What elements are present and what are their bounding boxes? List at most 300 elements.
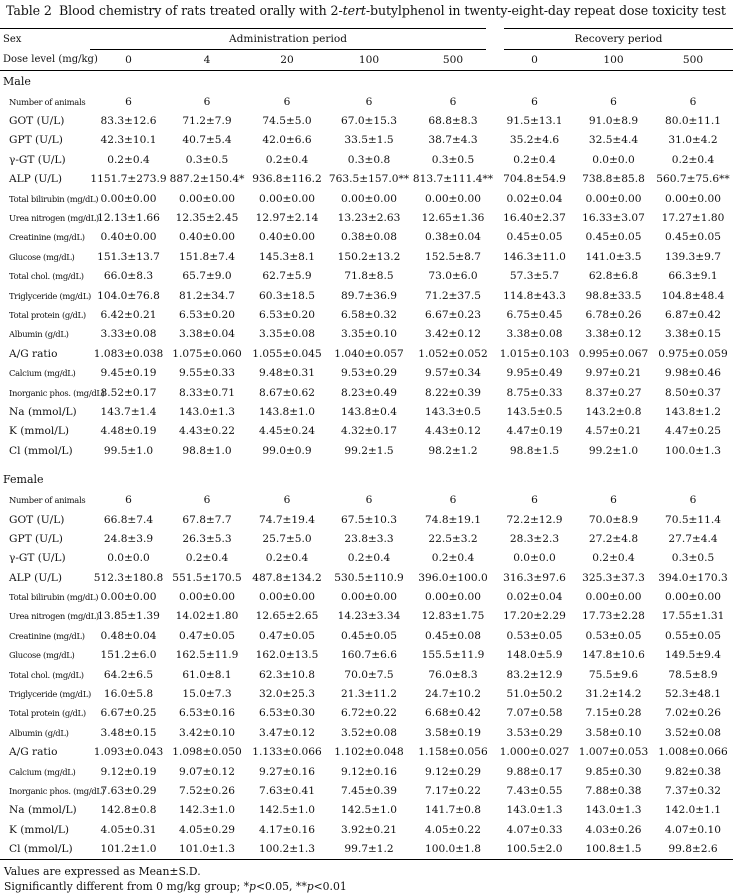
table-cell: 0.47±0.05	[258, 629, 316, 642]
table-cell: 9.12±0.16	[340, 765, 398, 778]
table-cell: 9.55±0.33	[178, 367, 236, 380]
table-cell: 3.58±0.10	[585, 726, 642, 739]
table-row	[0, 587, 733, 606]
table-row	[0, 801, 733, 820]
table-cell: 99.7±1.2	[327, 839, 411, 859]
table-cell: 0.3±0.5	[431, 153, 475, 166]
table-cell: 763.5±157.0**	[328, 173, 410, 186]
table-cell: 15.0±7.3	[182, 688, 232, 701]
table-cell: 7.52±0.26	[178, 784, 236, 797]
table-cell: 66.3±9.1	[668, 270, 718, 283]
row-label: Glucose (mg/dL)	[9, 251, 75, 262]
table-row	[0, 839, 733, 859]
table-row	[0, 684, 733, 703]
table-cell: 1.083±0.038	[93, 347, 164, 360]
table-cell: 70.0±8.9	[588, 513, 639, 526]
table-cell: 7.17±0.22	[424, 784, 482, 797]
table-cell: 6.67±0.25	[100, 707, 157, 720]
table-cell: 7.45±0.39	[340, 784, 398, 797]
table-row	[0, 549, 733, 568]
table-cell: 12.35±2.45	[175, 212, 239, 225]
table-cell: 4.43±0.12	[424, 425, 482, 438]
row-label: Total chol. (mg/dL)	[9, 271, 84, 282]
row-label: ALP (U/L)	[9, 571, 62, 584]
table-cell: 141.7±0.8	[424, 804, 482, 817]
table-cell: 147.8±10.6	[582, 649, 645, 662]
table-cell: 65.7±9.0	[182, 270, 232, 283]
table-cell: 0.40±0.00	[258, 231, 316, 244]
row-label: Urea nitrogen (mg/dL)	[9, 611, 99, 622]
table-cell: 14.02±1.80	[175, 610, 239, 623]
table-cell: 57.3±5.7	[509, 270, 560, 283]
table-notes	[4, 864, 347, 894]
table-cell: 4.45±0.24	[258, 425, 316, 438]
table-cell: 6.53±0.20	[258, 308, 316, 321]
table-cell: 0.00±0.00	[100, 591, 157, 604]
table-cell: 27.7±4.4	[668, 532, 718, 545]
table-cell: 9.48±0.31	[258, 367, 316, 380]
table-cell: 150.2±13.2	[337, 250, 401, 263]
table-cell: 8.75±0.33	[506, 386, 563, 399]
table-cell: 74.5±5.0	[262, 115, 312, 128]
administration-period-header: Administration period	[90, 29, 495, 50]
table-cell: 7.37±0.32	[664, 784, 722, 797]
row-label: Total bilirubin (mg/dL)	[9, 592, 99, 603]
table-cell: 0.00±0.00	[100, 192, 157, 205]
table-cell: 38.7±4.3	[428, 134, 478, 147]
table-cell: 75.5±9.6	[588, 668, 639, 681]
table-cell: 162.5±11.9	[175, 649, 239, 662]
table-cell: 3.38±0.08	[506, 328, 563, 341]
table-cell: 52.3±48.1	[664, 688, 722, 701]
table-cell: 1.158±0.056	[418, 746, 488, 759]
table-cell: 0.53±0.05	[585, 629, 642, 642]
table-cell: 0.40±0.00	[178, 231, 236, 244]
table-cell: 61.0±8.1	[182, 668, 232, 681]
table-cell: 1.055±0.045	[252, 347, 322, 360]
table-cell: 12.97±2.14	[255, 212, 319, 225]
table-cell: 104.8±48.4	[661, 289, 725, 302]
table-cell: 32.0±25.3	[258, 688, 316, 701]
table-cell: 83.3±12.6	[100, 115, 157, 128]
table-cell: 9.12±0.29	[424, 765, 482, 778]
table-row	[0, 626, 733, 645]
table-cell: 101.0±1.3	[167, 839, 247, 859]
section-gap	[0, 460, 733, 469]
table-cell: 3.48±0.15	[100, 726, 157, 739]
table-cell: 6.53±0.30	[258, 707, 316, 720]
table-cell: 152.5±8.7	[424, 250, 482, 263]
table-row	[0, 568, 733, 587]
table-cell: 0.38±0.08	[340, 231, 398, 244]
table-cell: 6.87±0.42	[664, 308, 722, 321]
table-cell: 14.23±3.34	[337, 610, 401, 623]
table-title	[6, 3, 731, 18]
table-cell: 9.07±0.12	[178, 765, 236, 778]
table-cell: 8.33±0.71	[178, 386, 236, 399]
table-cell: 6.42±0.21	[100, 308, 157, 321]
table-cell: 3.47±0.12	[258, 726, 316, 739]
table-cell: 0.00±0.00	[424, 192, 482, 205]
table-cell: 8.50±0.37	[664, 386, 722, 399]
table-cell: 738.8±85.8	[582, 173, 645, 186]
table-cell: 1.015±0.103	[499, 347, 570, 360]
recovery-period-header: Recovery period	[495, 29, 733, 50]
table-cell: 17.73±2.28	[582, 610, 645, 623]
table-cell: 7.63±0.41	[258, 784, 316, 797]
row-label: Calcium (mg/dL)	[9, 766, 76, 777]
table-cell: 91.5±13.1	[506, 115, 563, 128]
table-cell: 100.0±1.3	[664, 444, 722, 457]
female-section-row	[0, 469, 733, 490]
table-row	[0, 820, 733, 839]
table-cell: 60.3±18.5	[258, 289, 316, 302]
table-cell: 145.3±8.1	[258, 250, 316, 263]
header-row-dose	[0, 50, 733, 71]
table-cell: 6	[365, 494, 373, 507]
table-cell: 17.55±1.31	[661, 610, 725, 623]
table-cell: 71.2±7.9	[182, 115, 232, 128]
table-cell: 31.2±14.2	[585, 688, 642, 701]
table-row	[0, 325, 733, 344]
table-cell: 0.00±0.00	[340, 591, 398, 604]
table-cell: 0.45±0.05	[340, 629, 398, 642]
table-cell: 3.35±0.10	[340, 328, 398, 341]
table-cell: 1.133±0.066	[252, 746, 322, 759]
table-cell: 70.0±7.5	[344, 668, 394, 681]
table-number: Table 2	[6, 3, 52, 18]
table-cell: 325.3±37.3	[582, 571, 645, 584]
table-cell: 7.88±0.38	[585, 784, 642, 797]
dose-header-recovery: 100	[574, 50, 653, 71]
table-cell: 162.0±13.5	[255, 649, 319, 662]
table-cell: 9.88±0.17	[506, 765, 563, 778]
table-cell: 62.3±10.8	[258, 668, 316, 681]
table-cell: 16.40±2.37	[503, 212, 566, 225]
row-label: Creatinine (mg/dL)	[9, 232, 85, 243]
table-cell: 6.75±0.45	[506, 308, 563, 321]
table-cell: 3.53±0.29	[506, 726, 563, 739]
table-cell: 42.0±6.6	[262, 134, 312, 147]
table-row	[0, 529, 733, 548]
table-cell: 143.7±1.4	[100, 405, 157, 418]
table-cell: 100.2±1.3	[247, 839, 327, 859]
table-cell: 3.35±0.08	[258, 328, 316, 341]
table-cell: 6.72±0.22	[340, 707, 398, 720]
table-cell: 7.07±0.58	[506, 707, 563, 720]
table-cell: 4.05±0.31	[100, 823, 157, 836]
table-cell: 9.45±0.19	[100, 367, 157, 380]
table-cell: 7.63±0.29	[100, 784, 157, 797]
table-cell: 3.52±0.08	[340, 726, 398, 739]
table-row	[0, 344, 733, 363]
table-cell: 0.2±0.4	[592, 552, 635, 565]
table-cell: 67.5±10.3	[340, 513, 398, 526]
table-cell: 8.37±0.27	[585, 386, 642, 399]
table-row	[0, 422, 733, 441]
table-cell: 42.3±10.1	[100, 134, 157, 147]
table-cell: 70.5±11.4	[664, 513, 722, 526]
female-section-label: Female	[3, 473, 44, 487]
table-cell: 142.5±1.0	[258, 804, 316, 817]
table-row	[0, 383, 733, 402]
table-cell: 6	[203, 494, 211, 507]
row-label: Total protein (g/dL)	[9, 309, 86, 320]
table-cell: 0.45±0.05	[585, 231, 642, 244]
table-cell: 6	[610, 95, 617, 108]
row-label: Total protein (g/dL)	[9, 708, 86, 719]
table-cell: 6.53±0.16	[178, 707, 236, 720]
table-cell: 1.040±0.057	[334, 347, 404, 360]
row-label: Triglyceride (mg/dL)	[9, 290, 91, 301]
table-cell: 0.00±0.00	[424, 591, 482, 604]
table-cell: 512.3±180.8	[93, 571, 164, 584]
table-cell: 0.00±0.00	[178, 591, 236, 604]
table-cell: 64.2±6.5	[103, 668, 154, 681]
table-cell: 114.8±43.3	[503, 289, 566, 302]
dose-header-admin: 20	[247, 50, 327, 71]
table-cell: 22.5±3.2	[428, 532, 478, 545]
table-row	[0, 490, 733, 509]
table-cell: 73.0±6.0	[428, 270, 478, 283]
table-cell: 146.3±11.0	[503, 250, 566, 263]
table-cell: 16.0±5.8	[103, 688, 154, 701]
table-cell: 1.007±0.053	[578, 746, 649, 759]
table-cell: 0.40±0.00	[100, 231, 157, 244]
table-row	[0, 510, 733, 529]
table-cell: 151.3±13.7	[97, 250, 160, 263]
row-label: A/G ratio	[9, 746, 58, 759]
table-cell: 4.07±0.33	[506, 823, 563, 836]
table-row	[0, 441, 733, 460]
table-cell: 530.5±110.9	[334, 571, 404, 584]
table-cell: 6.67±0.23	[424, 308, 482, 321]
table-cell: 1.098±0.050	[172, 746, 242, 759]
table-row	[0, 704, 733, 723]
table-cell: 6.78±0.26	[585, 308, 642, 321]
table-cell: 6	[283, 494, 291, 507]
table-cell: 139.3±9.7	[664, 250, 722, 263]
table-cell: 40.7±5.4	[182, 134, 232, 147]
table-cell: 0.2±0.4	[265, 552, 309, 565]
table-cell: 142.8±0.8	[100, 804, 157, 817]
table-cell: 4.47±0.25	[664, 425, 722, 438]
table-cell: 101.2±1.0	[90, 839, 167, 859]
table-cell: 9.53±0.29	[340, 367, 398, 380]
row-label: Glucose (mg/dL)	[9, 650, 75, 661]
row-label: Total chol. (mg/dL)	[9, 669, 84, 680]
table-cell: 1.075±0.060	[172, 347, 242, 360]
table-cell: 6	[365, 95, 373, 108]
table-row	[0, 286, 733, 305]
table-cell: 148.0±5.9	[506, 649, 563, 662]
dose-header-recovery: 500	[653, 50, 733, 71]
table-cell: 0.3±0.5	[671, 552, 715, 565]
table-cell: 98.8±33.5	[585, 289, 642, 302]
row-label: A/G ratio	[9, 347, 58, 360]
sex-header: Sex	[0, 29, 90, 50]
table-cell: 151.2±6.0	[100, 649, 157, 662]
table-cell: 0.2±0.4	[513, 153, 556, 166]
table-cell: 12.65±1.36	[421, 212, 485, 225]
table-cell: 141.0±3.5	[585, 250, 642, 263]
table-cell: 143.0±1.3	[178, 405, 236, 418]
dose-header-admin: 4	[167, 50, 247, 71]
table-cell: 0.2±0.4	[431, 552, 475, 565]
table-cell: 4.05±0.22	[424, 823, 482, 836]
row-label: GOT (U/L)	[9, 115, 65, 128]
table-row	[0, 781, 733, 800]
table-cell: 6	[283, 95, 291, 108]
row-label: Inorganic phos. (mg/dL)	[9, 785, 105, 796]
table-cell: 6	[203, 95, 211, 108]
table-row	[0, 189, 733, 208]
table-cell: 1.102±0.048	[334, 746, 404, 759]
table-cell: 0.2±0.4	[265, 153, 309, 166]
table-cell: 151.8±7.4	[178, 250, 236, 263]
table-cell: 9.57±0.34	[424, 367, 482, 380]
table-cell: 6	[125, 494, 132, 507]
table-cell: 12.65±2.65	[255, 610, 319, 623]
table-cell: 32.5±4.4	[588, 134, 639, 147]
table-cell: 67.8±7.7	[182, 513, 232, 526]
table-cell: 8.22±0.39	[424, 386, 482, 399]
table-cell: 3.38±0.12	[585, 328, 642, 341]
table-cell: 67.0±15.3	[340, 115, 398, 128]
table-row	[0, 208, 733, 227]
table-cell: 6	[610, 494, 617, 507]
table-cell: 12.83±1.75	[421, 610, 485, 623]
table-cell: 4.47±0.19	[506, 425, 563, 438]
table-row	[0, 228, 733, 247]
row-label: GPT (U/L)	[9, 532, 63, 545]
table-cell: 160.7±6.6	[340, 649, 398, 662]
table-cell: 74.7±19.4	[258, 513, 316, 526]
male-section-label: Male	[3, 75, 31, 88]
table-cell: 4.07±0.10	[664, 823, 722, 836]
table-cell: 3.58±0.19	[424, 726, 482, 739]
row-label: ALP (U/L)	[9, 173, 62, 186]
table-cell: 6	[689, 95, 697, 108]
table-cell: 3.38±0.15	[664, 328, 722, 341]
table-cell: 4.17±0.16	[258, 823, 316, 836]
table-cell: 0.00±0.00	[340, 192, 398, 205]
table-cell: 7.43±0.55	[506, 784, 563, 797]
header-row-period	[0, 29, 733, 50]
table-cell: 31.0±4.2	[668, 134, 718, 147]
table-cell: 6	[449, 95, 457, 108]
row-label: GOT (U/L)	[9, 513, 65, 526]
table-cell: 0.02±0.04	[506, 192, 563, 205]
table-cell: 21.3±11.2	[340, 688, 398, 701]
table-cell: 143.8±0.4	[340, 405, 398, 418]
row-label: Cl (mmol/L)	[9, 444, 73, 457]
table-cell: 3.52±0.08	[664, 726, 722, 739]
table-cell: 6.58±0.32	[340, 308, 398, 321]
table-row	[0, 363, 733, 382]
table-cell: 0.55±0.05	[664, 629, 722, 642]
table-cell: 0.53±0.05	[506, 629, 563, 642]
table-cell: 25.7±5.0	[262, 532, 312, 545]
table-cell: 83.2±12.9	[506, 668, 563, 681]
table-row	[0, 92, 733, 111]
note-significance: Significantly different from 0 mg/kg group; *p<0.05, **p<0.01	[4, 880, 347, 893]
table-cell: 24.8±3.9	[103, 532, 154, 545]
table-cell: 4.05±0.29	[178, 823, 236, 836]
table-cell: 0.02±0.04	[506, 591, 563, 604]
table-cell: 24.7±10.2	[424, 688, 482, 701]
table-row	[0, 267, 733, 286]
row-label: γ-GT (U/L)	[9, 153, 66, 166]
dose-level-header: Dose level (mg/kg)	[0, 50, 90, 71]
row-label: Inorganic phos. (mg/dL)	[9, 387, 105, 398]
table-cell: 99.0±0.9	[262, 444, 312, 457]
table-cell: 0.0±0.0	[513, 552, 556, 565]
table-cell: 0.48±0.04	[100, 629, 157, 642]
table-cell: 3.42±0.10	[178, 726, 236, 739]
table-cell: 316.3±97.6	[503, 571, 566, 584]
table-cell: 71.8±8.5	[344, 270, 394, 283]
dose-header-admin: 500	[411, 50, 495, 71]
table-cell: 8.67±0.62	[258, 386, 316, 399]
row-label: Albumin (g/dL)	[9, 329, 69, 340]
table-cell: 72.2±12.9	[506, 513, 563, 526]
row-label: Na (mmol/L)	[9, 405, 77, 418]
table-cell: 143.5±0.5	[506, 405, 563, 418]
table-cell: 394.0±170.3	[658, 571, 728, 584]
table-cell: 143.8±1.0	[258, 405, 316, 418]
dose-header-admin: 100	[327, 50, 411, 71]
table-cell: 142.5±1.0	[340, 804, 398, 817]
table-cell: 62.8±6.8	[588, 270, 639, 283]
table-cell: 0.45±0.05	[506, 231, 563, 244]
row-label: GPT (U/L)	[9, 134, 63, 147]
table-cell: 62.7±5.9	[262, 270, 312, 283]
table-cell: 1151.7±273.9	[90, 173, 167, 186]
table-cell: 0.47±0.05	[178, 629, 236, 642]
table-cell: 100.8±1.5	[574, 839, 653, 859]
table-row	[0, 247, 733, 266]
row-label: Albumin (g/dL)	[9, 727, 69, 738]
table-cell: 143.0±1.3	[506, 804, 563, 817]
table-cell: 91.0±8.9	[588, 115, 639, 128]
blood-chemistry-table	[0, 28, 733, 860]
note-mean-sd: Values are expressed as Mean±S.D.	[4, 865, 201, 878]
table-row	[0, 762, 733, 781]
table-cell: 936.8±116.2	[252, 173, 322, 186]
table-cell: 0.00±0.00	[585, 192, 642, 205]
table-cell: 3.33±0.08	[100, 328, 157, 341]
table-cell: 142.3±1.0	[178, 804, 236, 817]
table-cell: 9.85±0.30	[585, 765, 642, 778]
title-text-end: -butylphenol in twenty-eight-day repeat dose toxicity test	[365, 3, 726, 18]
table-cell: 7.15±0.28	[585, 707, 642, 720]
table-row	[0, 150, 733, 169]
table-cell: 99.8±2.6	[653, 839, 733, 859]
table-cell: 0.45±0.08	[424, 629, 482, 642]
table-cell: 0.2±0.4	[671, 153, 715, 166]
table-cell: 9.82±0.38	[664, 765, 722, 778]
table-cell: 0.0±0.0	[107, 552, 150, 565]
table-cell: 4.48±0.19	[100, 425, 157, 438]
table-cell: 6.53±0.20	[178, 308, 236, 321]
table-cell: 26.3±5.3	[182, 532, 232, 545]
table-cell: 1.052±0.052	[418, 347, 488, 360]
table-cell: 143.0±1.3	[585, 804, 642, 817]
row-label: γ-GT (U/L)	[9, 552, 66, 565]
table-cell: 6	[449, 494, 457, 507]
table-cell: 8.23±0.49	[340, 386, 398, 399]
